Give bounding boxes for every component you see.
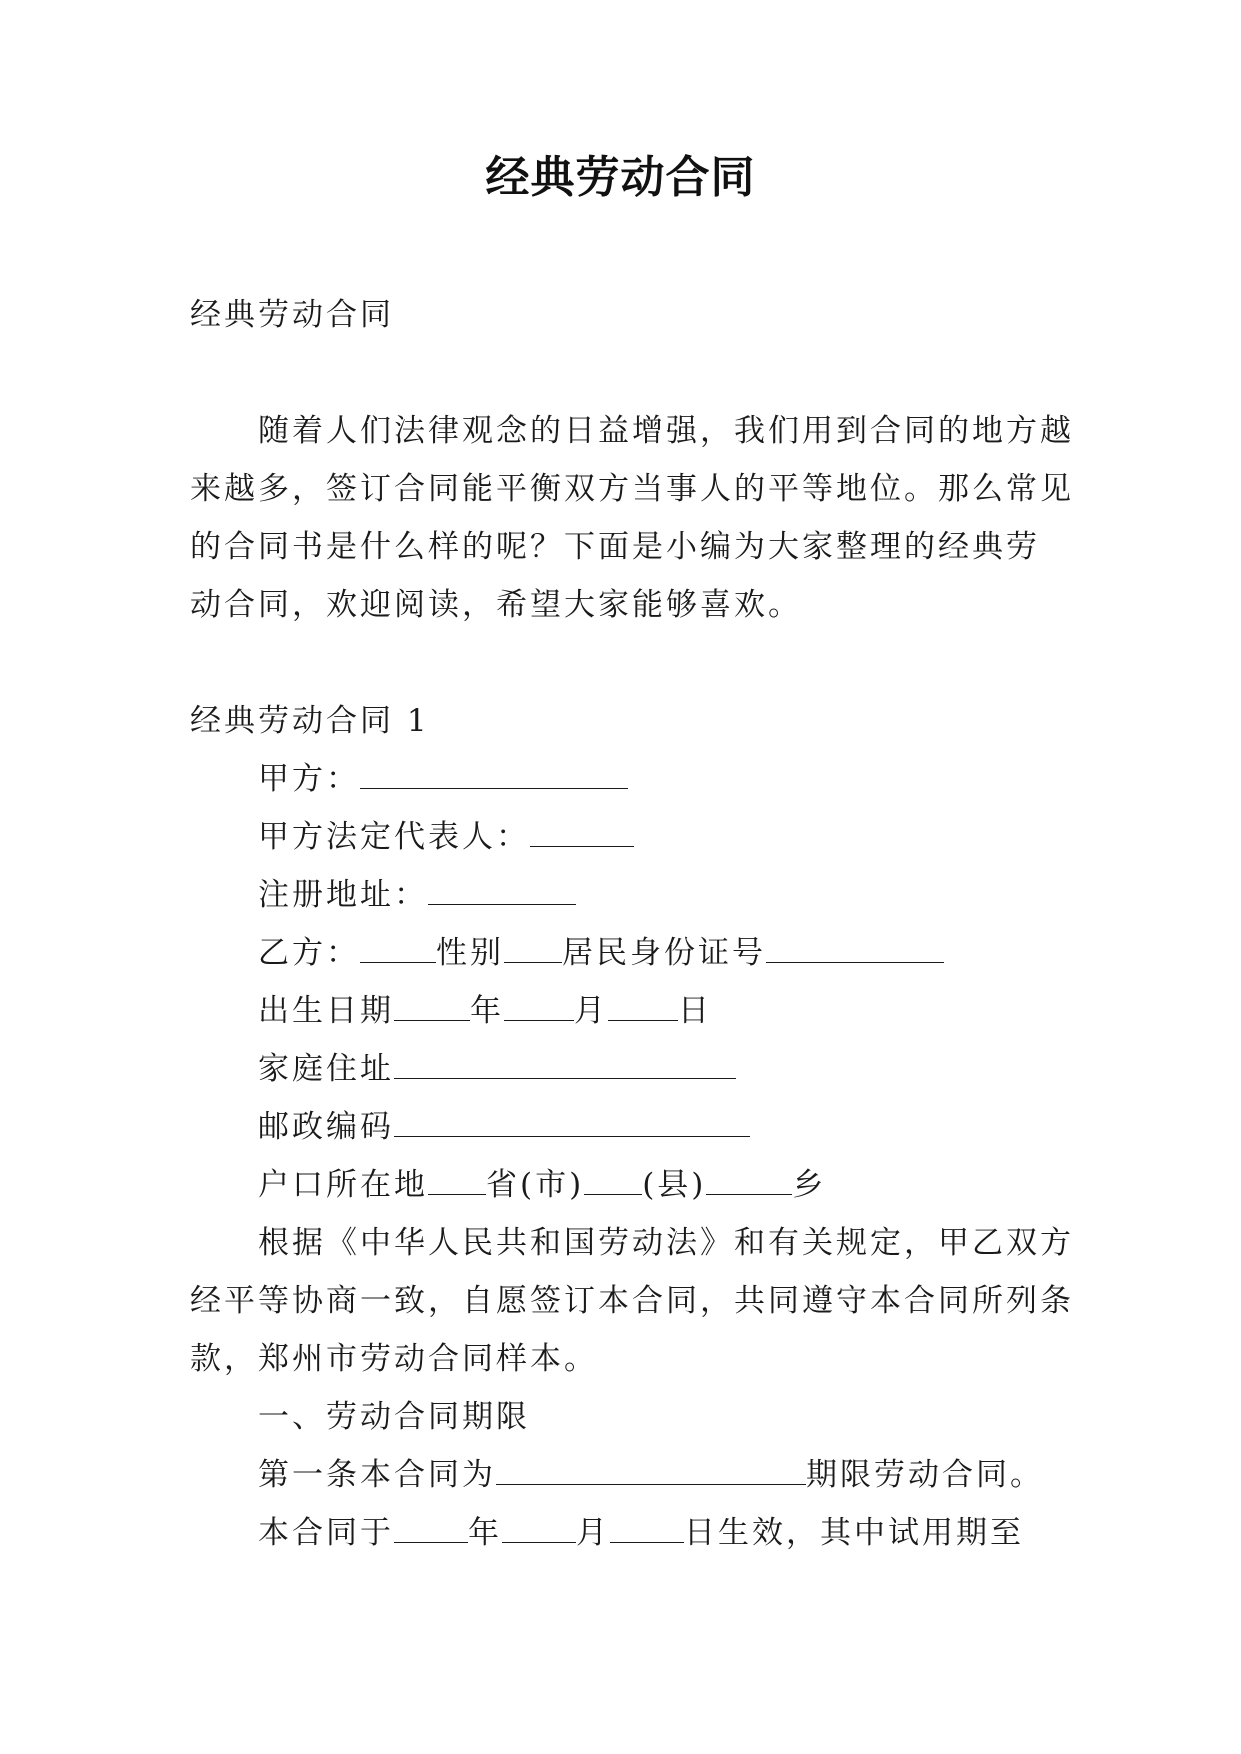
field-label: 日 xyxy=(678,993,712,1029)
blank-line xyxy=(766,928,944,963)
paragraph-gap xyxy=(190,344,1045,402)
clause-text: 日生效，其中试用期至 xyxy=(684,1515,1024,1551)
field-label: 邮政编码 xyxy=(258,1109,394,1145)
intro-line: 来越多，签订合同能平衡双方当事人的平等地位。那么常见 xyxy=(190,471,1074,507)
blank-line xyxy=(584,1160,642,1195)
clause-text: 年 xyxy=(468,1515,502,1551)
intro-line: 的合同书是什么样的呢？下面是小编为大家整理的经典劳 xyxy=(190,529,1040,565)
postal-code-line xyxy=(190,1098,1045,1156)
clause-text: 本合同于 xyxy=(258,1515,394,1551)
field-label: 年 xyxy=(470,993,504,1029)
effective-date-line xyxy=(190,1504,1045,1562)
field-label: 月 xyxy=(574,993,608,1029)
field-label: 乡 xyxy=(792,1167,827,1203)
blank-line xyxy=(504,986,574,1021)
basis-line: 根据《中华人民共和国劳动法》和有关规定，甲乙双方 xyxy=(258,1225,1074,1261)
intro-line: 动合同，欢迎阅读，希望大家能够喜欢。 xyxy=(190,587,802,623)
field-label: 注册地址： xyxy=(258,877,428,913)
blank-line xyxy=(394,1508,468,1543)
party-a-line xyxy=(190,750,1045,808)
document-title: 经典劳动合同 xyxy=(485,152,756,203)
basis-line: 经平等协商一致，自愿签订本合同，共同遵守本合同所列条 xyxy=(190,1283,1074,1319)
blank-line xyxy=(502,1508,576,1543)
blank-line xyxy=(530,812,634,847)
home-address-line xyxy=(190,1040,1045,1098)
field-label: 户口所在地 xyxy=(258,1167,428,1203)
blank-line xyxy=(496,1450,806,1485)
blank-line xyxy=(394,986,470,1021)
blank-line xyxy=(428,870,576,905)
blank-line xyxy=(394,1044,736,1079)
field-label: 甲方： xyxy=(258,761,360,797)
party-a-rep-line xyxy=(190,808,1045,866)
field-label: 家庭住址 xyxy=(258,1051,394,1087)
blank-line xyxy=(360,754,628,789)
household-line xyxy=(190,1156,1045,1214)
blank-line xyxy=(504,928,562,963)
field-label: 甲方法定代表人： xyxy=(258,819,530,855)
blank-line xyxy=(706,1160,792,1195)
blank-line xyxy=(394,1102,750,1137)
field-label: 省(市) xyxy=(486,1167,585,1203)
reg-address-line xyxy=(190,866,1045,924)
field-label: 乙方： xyxy=(258,935,360,971)
intro-line: 随着人们法律观念的日益增强，我们用到合同的地方越 xyxy=(258,413,1074,449)
field-label: 出生日期 xyxy=(258,993,394,1029)
party-b-line xyxy=(190,924,1045,982)
paragraph-gap xyxy=(190,634,1045,692)
clause1-line xyxy=(190,1446,1045,1504)
clause-heading: 一、劳动合同期限 xyxy=(258,1399,530,1435)
field-label: 居民身份证号 xyxy=(562,935,766,971)
clause-text: 期限劳动合同。 xyxy=(806,1457,1044,1493)
field-label: 性别 xyxy=(436,935,504,971)
blank-line xyxy=(428,1160,486,1195)
document-body xyxy=(190,286,1074,1562)
blank-line xyxy=(360,928,436,963)
section-heading: 经典劳动合同 1 xyxy=(190,703,430,739)
document-subtitle: 经典劳动合同 xyxy=(190,297,394,333)
birth-date-line xyxy=(190,982,1045,1040)
blank-line xyxy=(608,986,678,1021)
clause-text: 月 xyxy=(576,1515,610,1551)
field-label: (县) xyxy=(642,1167,707,1203)
clause-text: 第一条本合同为 xyxy=(258,1457,496,1493)
blank-line xyxy=(610,1508,684,1543)
basis-line: 款，郑州市劳动合同样本。 xyxy=(190,1341,598,1377)
